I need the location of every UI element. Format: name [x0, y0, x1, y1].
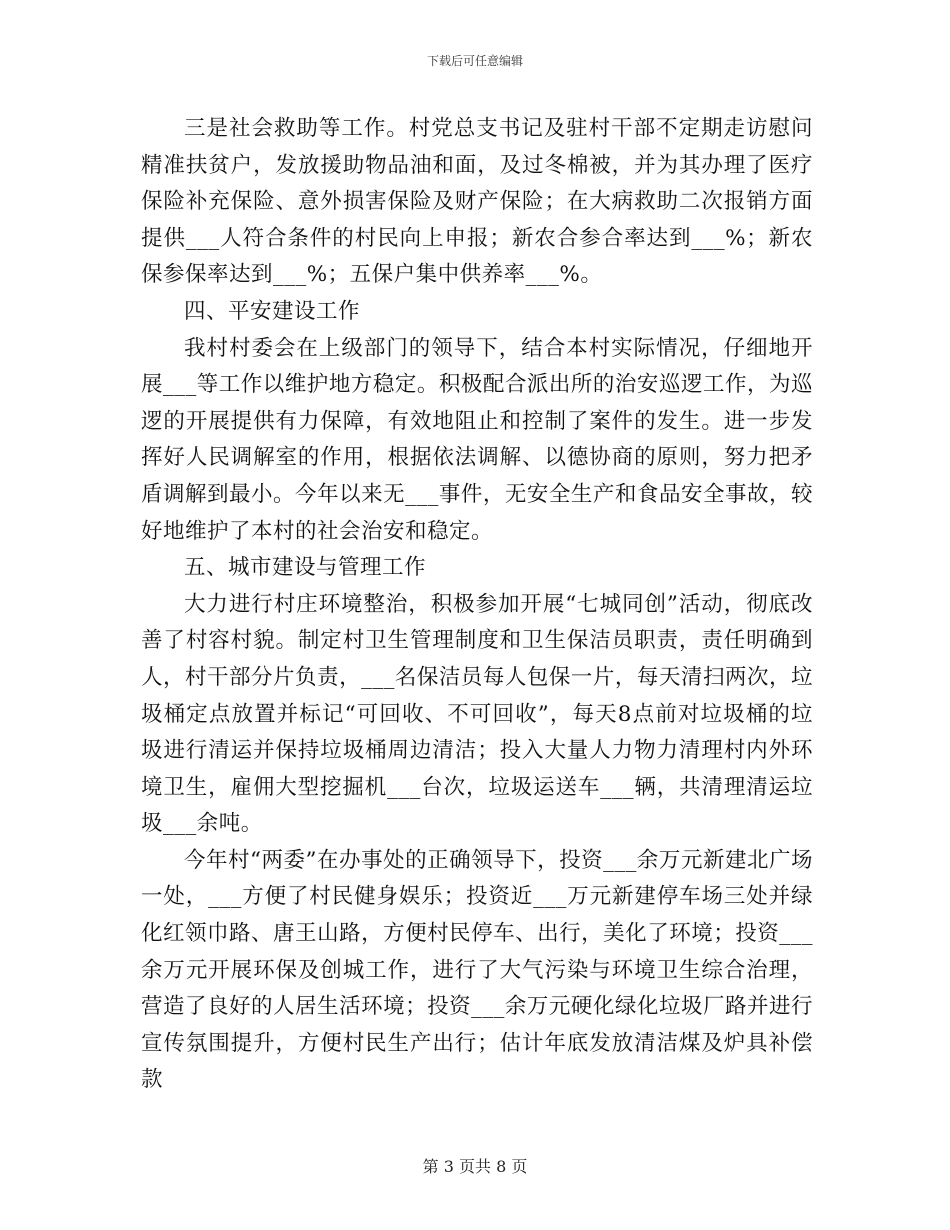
page-header: 下载后可任意编辑	[426, 54, 523, 68]
paragraph-environment: 大力进行村庄环境整治，积极参加开展“七城同创”活动，彻底改善了村容村貌。制定村卫生管理制度和卫生保洁员职责，责任明确到人，村干部分片负责，___名保洁员每人包保一片，每天清扫两次，垃圾桶定点放置并标记“可回收、不可回收”，每天8点前对垃圾桶的垃圾进行清运并保持垃圾桶周边清洁；投入大量人力物力清理村内外环境卫生，雇佣大型挖掘机___台次，垃圾运送车___辆，共清理清运垃圾___余吨。	[141, 591, 813, 837]
paragraph-safety: 我村村委会在上级部门的领导下，结合本村实际情况，仔细地开展___等工作以维护地方稳定。积极配合派出所的治安巡逻工作，为巡逻的开展提供有力保障，有效地阻止和控制了案件的发生。进一步发挥好人民调解室的作用，根据依法调解、以德协商的原则，努力把矛盾调解到最小。今年以来无___事件，无安全生产和食品安全事故，较好地维护了本村的社会治安和稳定。	[141, 335, 813, 544]
section-heading-urban: 五、城市建设与管理工作	[184, 555, 427, 581]
paragraph-investment: 今年村“两委”在办事处的正确领导下，投资___余万元新建北广场一处，___方便了村民健身娱乐；投资近___万元新建停车场三处并绿化红领巾路、唐王山路，方便村民停车、出行，美化了环境；投资___余万元开展环保及创城工作，进行了大气污染与环境卫生综合治理，营造了良好的人居生活环境；投资___余万元硬化绿化垃圾厂路并进行宣传氛围提升，方便村民生产出行；估计年底发放清洁煤及炉具补偿款	[141, 847, 813, 1093]
section-heading-safety: 四、平安建设工作	[184, 298, 361, 324]
paragraph-social-assistance: 三是社会救助等工作。村党总支书记及驻村干部不定期走访慰问精准扶贫户，发放援助物品油和面，及过冬棉被，并为其办理了医疗保险补充保险、意外损害保险及财产保险；在大病救助二次报销方面提供___人符合条件的村民向上申报；新农合参合率达到___%；新农保参保率达到___%；五保户集中供养率___%。	[141, 116, 813, 288]
document-body	[141, 111, 813, 1099]
page-number: 第 3 页共 8 页	[422, 1157, 528, 1176]
